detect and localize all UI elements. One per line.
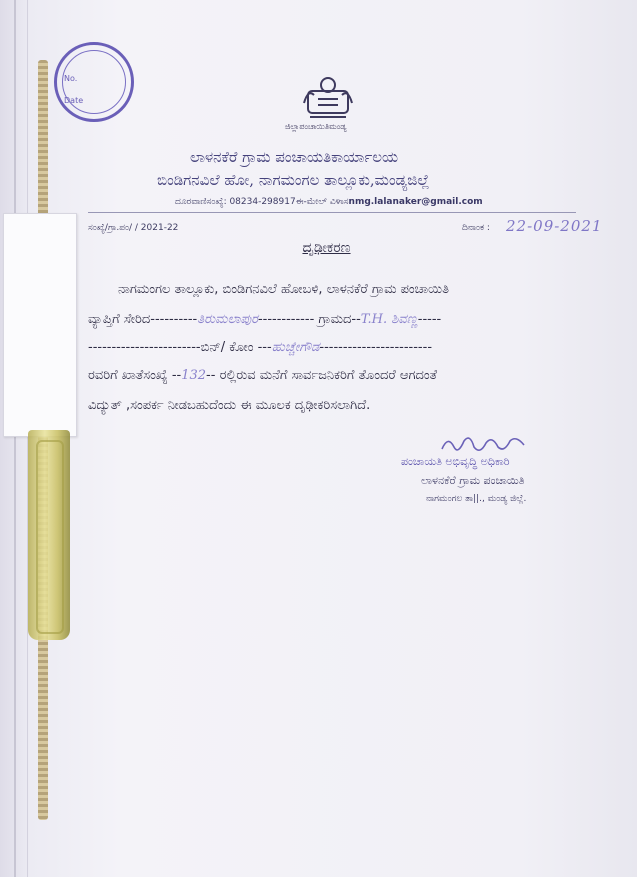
dashes: ------------ — [257, 312, 315, 327]
dashes: ---------- — [150, 312, 198, 327]
email-text: nmg.lalanaker@gmail.com — [348, 197, 483, 207]
kom-label: ಕೋಂ — [229, 340, 254, 355]
bleed-through-mark — [170, 440, 250, 454]
body-line-5: ವಿದ್ಯುತ್ ,ಸಂಪರ್ಕ ನೀಡಬಹುದೆಂದು ಈ ಮೂಲಕ ದೃಢೀಕರಿಸಲಾಗಿದೆ. — [88, 398, 371, 413]
body-line-2 — [88, 312, 441, 327]
dashes: -- — [206, 368, 216, 383]
header-divider — [88, 212, 576, 213]
name-handwritten: T.H. ಶಿವಣ್ಣ — [360, 312, 418, 327]
signatory-designation: ಪಂಚಾಯತಿ ಅಭಿವೃದ್ಧಿ ಅಧಿಕಾರಿ — [401, 455, 510, 468]
office-title: ಲಾಳನಕೆರೆ ಗ್ರಾಮ ಪಂಚಾಯತಿಕಾರ್ಯಾಲಯ — [190, 148, 399, 166]
father-handwritten: ಹುಚ್ಚೇಗೌಡ — [271, 340, 320, 355]
seal-date-label: Date — [64, 96, 84, 105]
document-heading: ದೃಢೀಕರಣ — [302, 240, 351, 256]
dashes: ------------------------ — [319, 340, 433, 355]
karnataka-emblem-icon — [300, 73, 356, 121]
date-value: 22-09-2021 — [506, 217, 603, 235]
line4-prefix: ರವರಿಗೆ ಖಾತೆಸಂಖ್ಯೆ — [88, 368, 168, 383]
contact-line — [175, 197, 515, 207]
phone-text: ದೂರವಾಣಿಸಂಖ್ಯೆ: 08234-298917ಈ-ಮೇಲ್ ವಿಳಾಸ — [175, 197, 349, 207]
reference-number: ಸಂಖ್ಯೆ/ಗ್ರಾ.ಪಂ/ / 2021-22 — [88, 223, 179, 233]
signatory-office: ಲಾಳನಕೆರೆ ಗ್ರಾಮ ಪಂಚಾಯಿತಿ — [421, 474, 525, 487]
dashes: -- — [171, 368, 182, 383]
signatory-place: ನಾಗಮಂಗಲ ತಾ||., ಮಂಡ್ಯ ಜಿಲ್ಲೆ. — [426, 494, 527, 504]
file-clip-inner — [36, 440, 64, 634]
khata-handwritten: 132 — [181, 368, 207, 383]
body-line-3 — [88, 340, 432, 355]
line4-suffix: ರಲ್ಲಿರುವ ಮನೆಗೆ ಸಾರ್ವಜನಿಕರಿಗೆ ತೊಂದರೆ ಆಗದಂತೆ — [219, 368, 438, 383]
office-address: ಬಿಂಡಿಗನವಿಲೆ ಹೋ, ನಾಗಮಂಗಲ ತಾಲ್ಲೂಕು,ಮಂಡ್ಯಜಿಲ್ಲೆ — [157, 171, 430, 189]
bin-label: ಬಿನ್/ — [200, 340, 226, 355]
body-line-4 — [88, 368, 437, 383]
district-label: ಜಿಲ್ಲಾಪಂಚಾಯಿತಿಮಂಡ್ಯ — [285, 122, 347, 131]
slip-faded-text — [14, 245, 64, 395]
line2-mid: ಗ್ರಾಮದ — [318, 312, 352, 327]
dashes: ----- — [417, 312, 442, 327]
dashes: --- — [257, 340, 272, 355]
dashes: -- — [351, 312, 361, 327]
date-label: ದಿನಾಂಕ : — [462, 223, 490, 233]
seal-no-label: No. — [64, 74, 78, 83]
line2-prefix: ವ್ಯಾಪ್ತಿಗೆ ಸೇರಿದ — [88, 312, 151, 327]
village-handwritten: ತಿರುಮಲಾಪುರ — [197, 312, 258, 327]
body-line-1: ನಾಗಮಂಗಲ ತಾಲ್ಲೂಕು, ಬಿಂಡಿಗನವಿಲೆ ಹೋಬಳಿ, ಲಾಳನಕೆರೆ ಗ್ರಾಮ ಪಂಚಾಯಿತಿ — [118, 282, 449, 297]
dashes: ------------------------ — [88, 340, 201, 355]
